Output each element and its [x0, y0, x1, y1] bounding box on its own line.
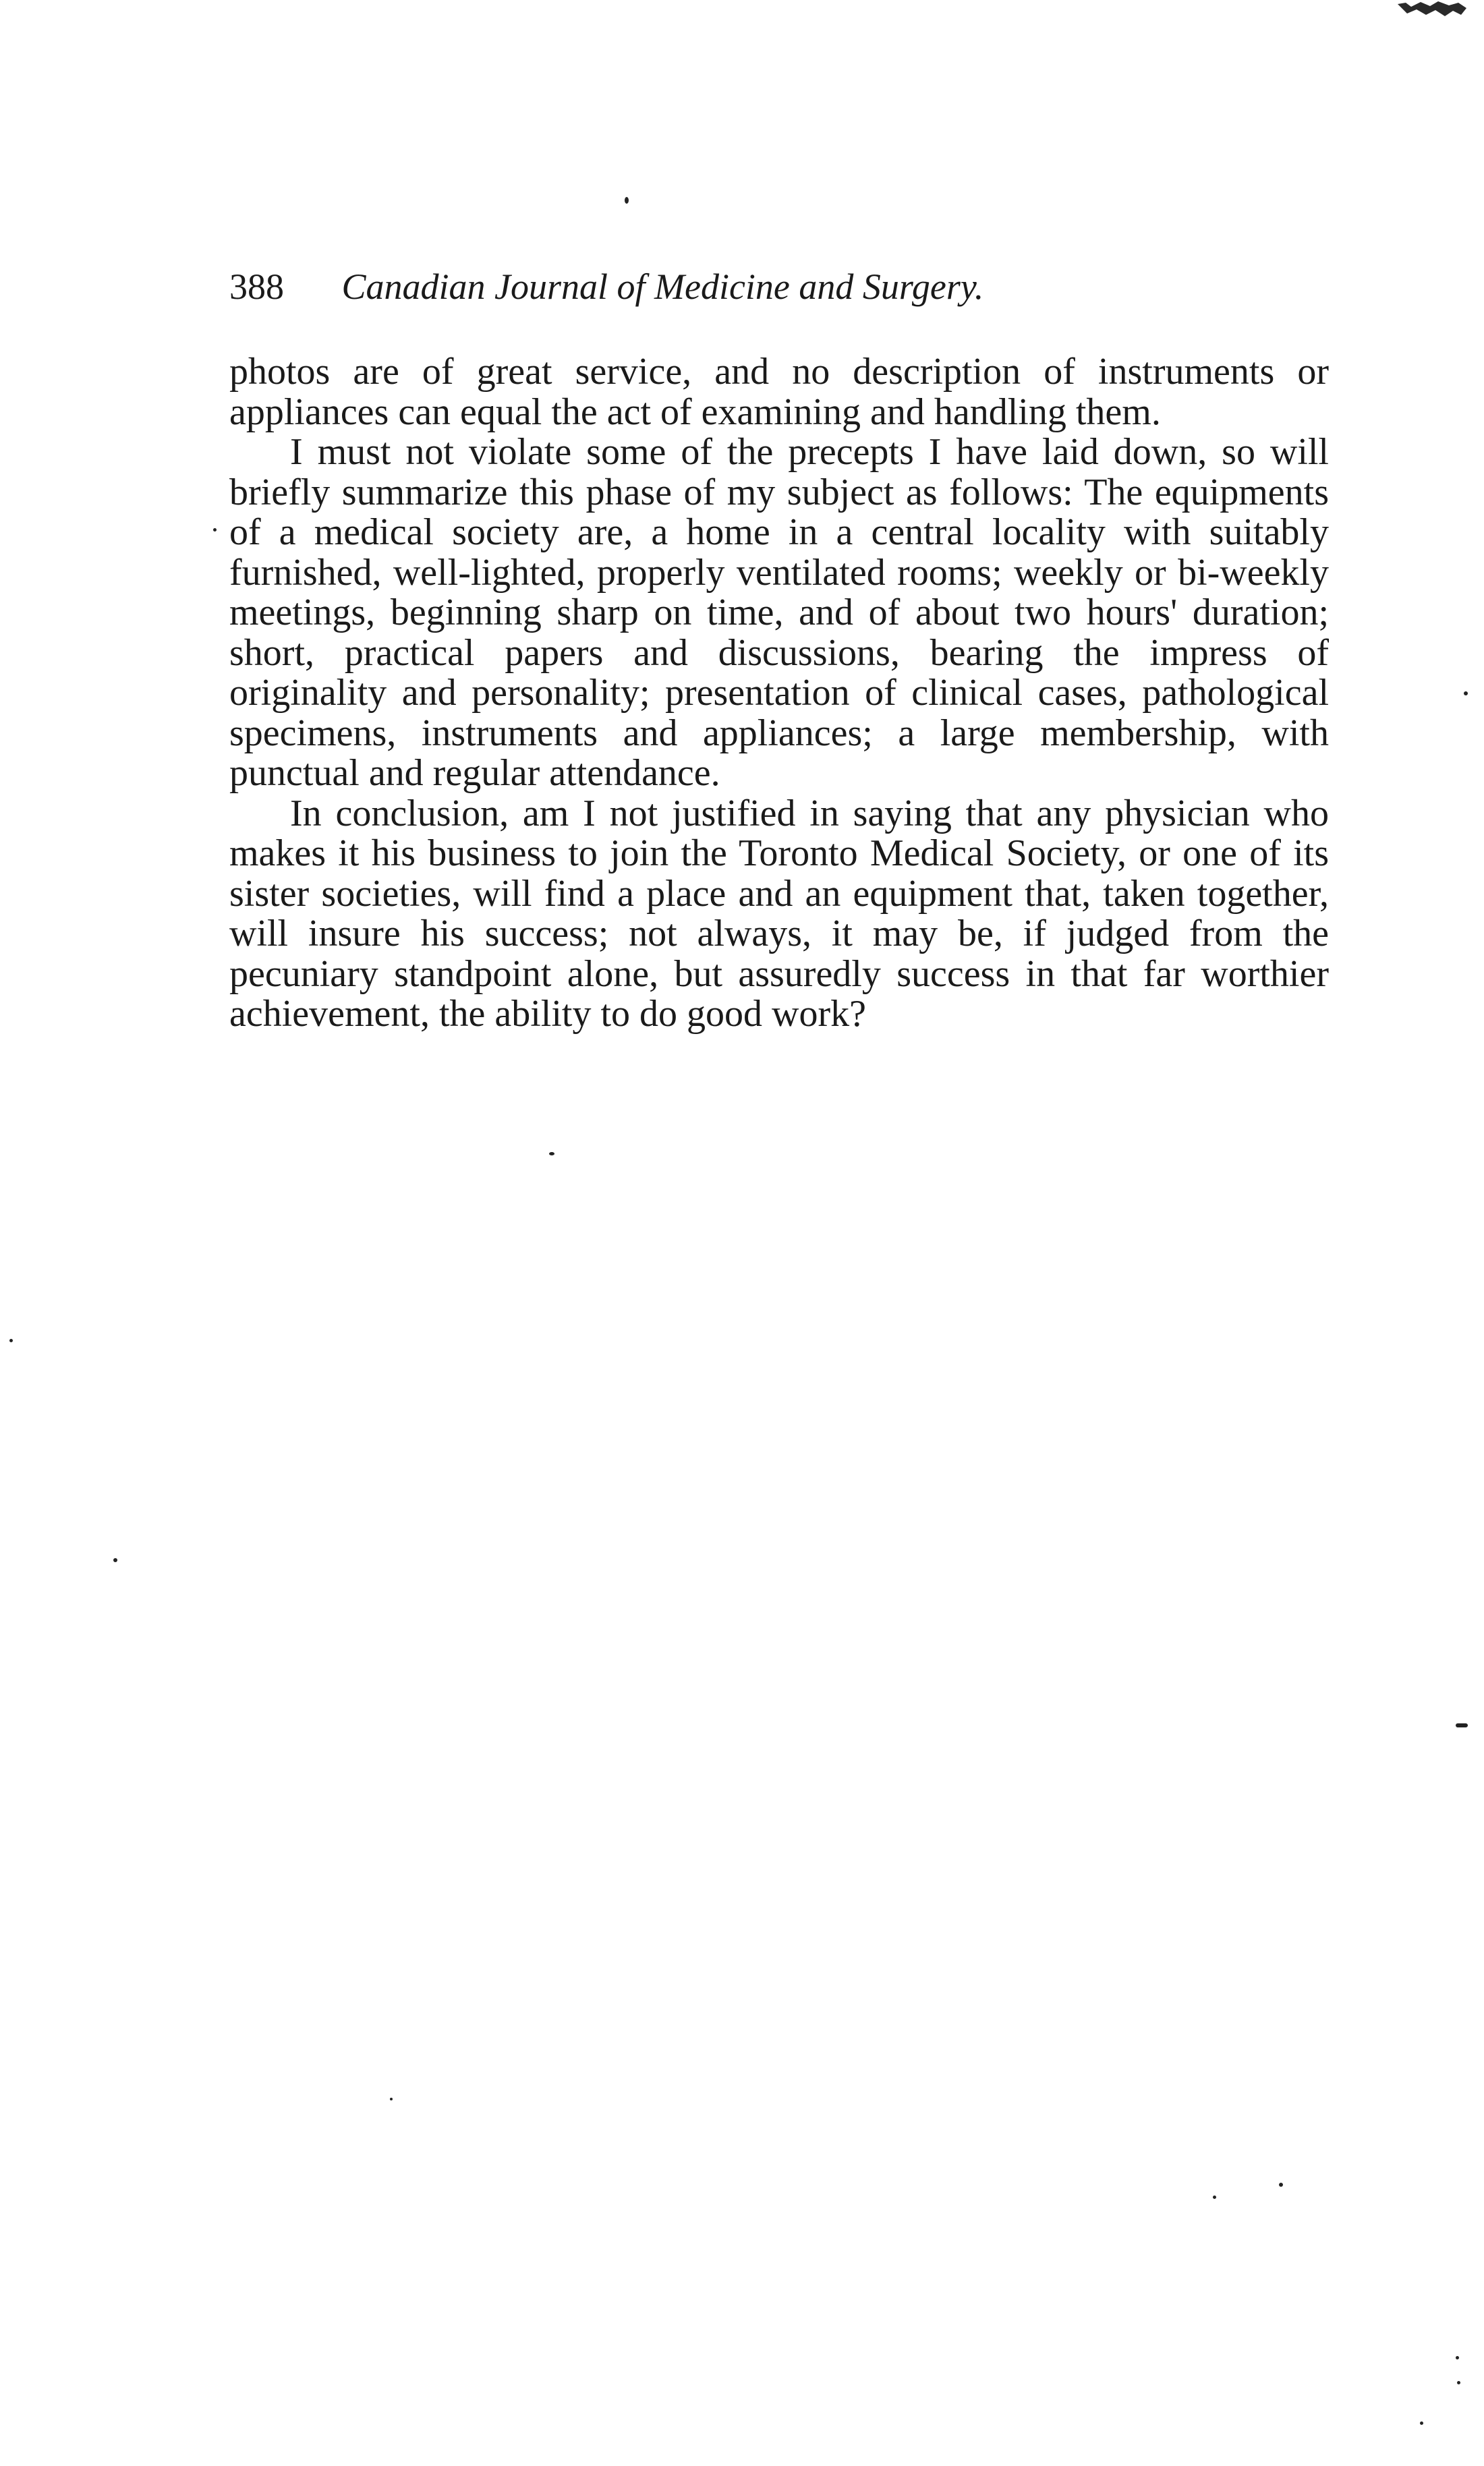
page-number: 388: [229, 266, 284, 307]
paragraph-summary: I must not violate some of the precepts I have laid down, so will briefly summarize this phase of my subject as follows: The equipments of a medical society are, a home in a central locality with suitably furnished, well-lighted, properly ventilated rooms; weekly or bi-weekly meetings, beginning sharp on time, and of about two hours' duration; short, practical papers and discussions, bearing the impress of originality and personality; presentation of clinical cases, pathological specimens, instruments and appliances; a large membership, with punctual and regular attendance.: [229, 431, 1329, 794]
scan-speck: [625, 197, 629, 204]
scan-speck: [1456, 1723, 1468, 1727]
scan-speck: [1420, 2421, 1423, 2425]
body-text: [229, 352, 1329, 1035]
scan-speck: [1456, 2356, 1459, 2359]
paragraph-continuation: photos are of great service, and no description of instruments or appliances can equal the act of examining and handling them.: [229, 351, 1329, 433]
page-header: [229, 256, 1336, 317]
scan-speck: [213, 528, 217, 532]
scan-speck: [1464, 691, 1468, 695]
scan-speck: [549, 1152, 554, 1155]
scan-speck: [1279, 2183, 1283, 2187]
scan-speck: [1213, 2196, 1216, 2199]
scan-speck: [9, 1339, 13, 1342]
running-title: Canadian Journal of Medicine and Surgery.: [341, 266, 984, 307]
paragraph-conclusion: In conclusion, am I not justified in saying that any physician who makes it his business to join the Toronto Medical Society, or one of its sister societies, will find a place and an equipment that, taken together, will insure his success; not always, it may be, if judged from the pecuniary standpoint alone, but assuredly success in that far worthier achievement, the ability to do good work?: [229, 792, 1329, 1035]
scan-corner-mark: [1391, 0, 1472, 20]
scan-speck: [1457, 2381, 1460, 2384]
scan-speck: [390, 2098, 393, 2100]
scan-speck: [113, 1558, 117, 1562]
